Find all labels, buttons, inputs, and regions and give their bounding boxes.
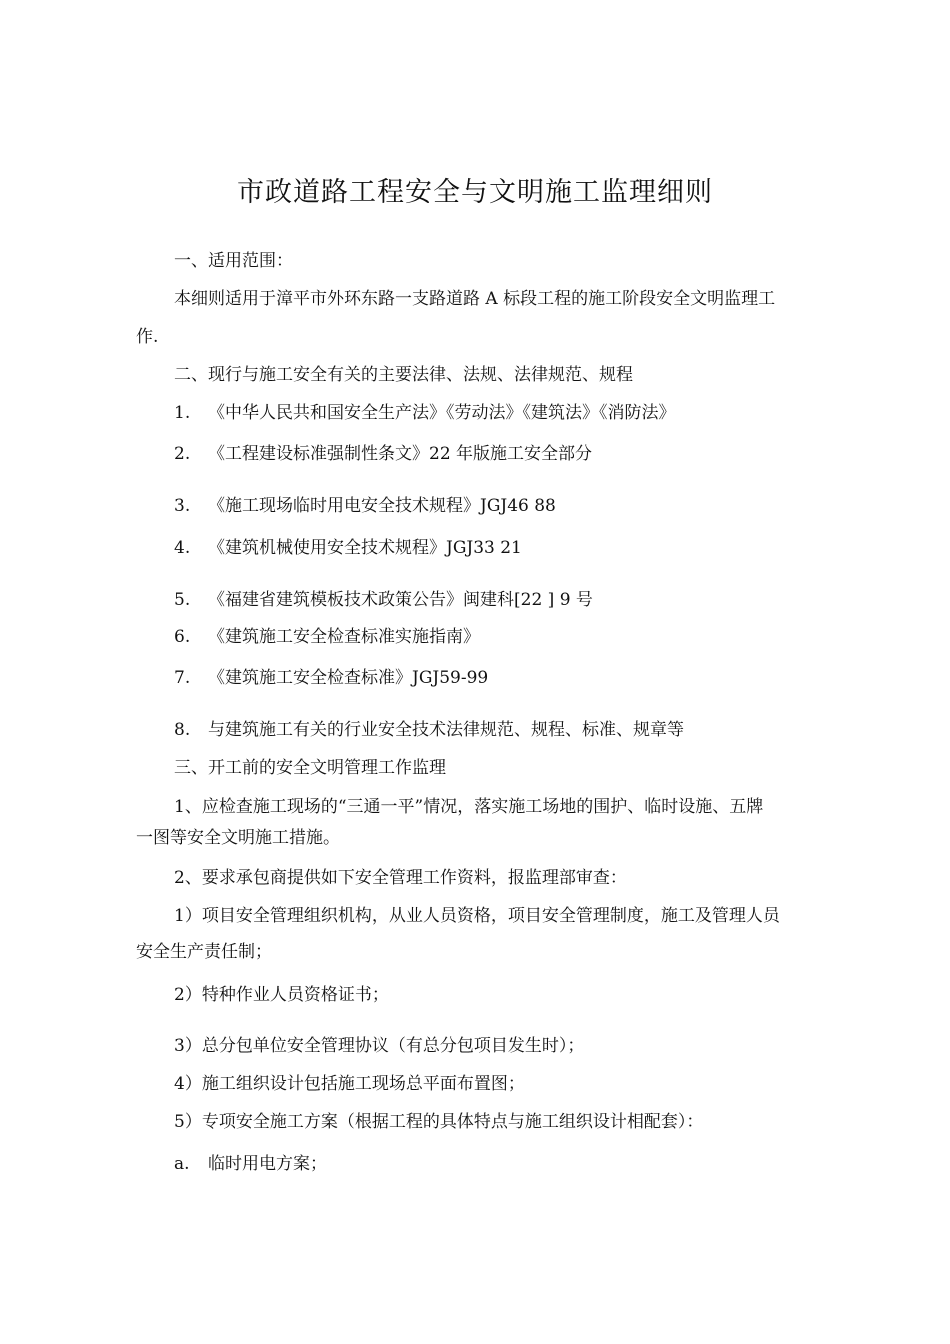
law-list-item (136, 496, 864, 516)
requirement-2: 2）特种作业人员资格证书； (174, 985, 389, 1005)
list-item-text: 《建筑施工安全检查标准》JGJ59-99 (208, 668, 489, 688)
list-item-number: 6. (174, 627, 191, 647)
section-1-paragraph-line-1: 本细则适用于漳平市外环东路一支路道路 A 标段工程的施工阶段安全文明监理工 (174, 289, 776, 309)
law-list-item (136, 627, 864, 647)
law-list-item (136, 403, 864, 423)
sub-item-letter: a. (174, 1154, 190, 1174)
law-list-item (136, 444, 864, 464)
list-item-text: 《建筑施工安全检查标准实施指南》 (208, 627, 480, 647)
sub-item-a (136, 1154, 864, 1174)
list-item-number: 2. (174, 444, 191, 464)
list-item-number: 1. (174, 403, 191, 423)
law-list-item (136, 590, 864, 610)
section-3-heading: 三、开工前的安全文明管理工作监理 (174, 758, 446, 778)
requirement-1-line-1: 1）项目安全管理组织机构，从业人员资格，项目安全管理制度，施工及管理人员 (174, 906, 780, 926)
list-item-number: 8. (174, 720, 191, 740)
section-3-paragraph-1-line-2: 一图等安全文明施工措施。 (136, 828, 340, 848)
requirement-5: 5）专项安全施工方案（根据工程的具体特点与施工组织设计相配套）： (174, 1112, 704, 1132)
list-item-number: 7. (174, 668, 191, 688)
list-item-text: 《福建省建筑模板技术政策公告》闽建科[22 ] 9 号 (208, 590, 593, 610)
document-title: 市政道路工程安全与文明施工监理细则 (237, 177, 713, 208)
list-item-text: 《中华人民共和国安全生产法》《劳动法》《建筑法》《消防法》 (208, 403, 676, 423)
requirement-1-line-2: 安全生产责任制； (136, 942, 272, 962)
law-list-item (136, 720, 864, 740)
section-3-paragraph-2: 2、要求承包商提供如下安全管理工作资料，报监理部审查： (174, 868, 627, 888)
list-item-number: 3. (174, 496, 191, 516)
list-item-number: 5. (174, 590, 191, 610)
requirement-4: 4）施工组织设计包括施工现场总平面布置图； (174, 1074, 525, 1094)
list-item-text: 《工程建设标准强制性条文》22 年版施工安全部分 (208, 444, 593, 464)
section-3-paragraph-1-line-1: 1、应检查施工现场的“三通一平”情况，落实施工场地的围护、临时设施、五牌 (174, 797, 764, 817)
list-item-number: 4. (174, 538, 191, 558)
section-1-heading: 一、适用范围： (174, 251, 293, 271)
sub-item-text: 临时用电方案； (208, 1154, 327, 1174)
law-list-item (136, 538, 864, 558)
list-item-text: 《施工现场临时用电安全技术规程》JGJ46 88 (208, 496, 556, 516)
requirement-3: 3）总分包单位安全管理协议（有总分包项目发生时）； (174, 1036, 585, 1056)
law-list-item (136, 668, 864, 688)
list-item-text: 与建筑施工有关的行业安全技术法律规范、规程、标准、规章等 (208, 720, 684, 740)
list-item-text: 《建筑机械使用安全技术规程》JGJ33 21 (208, 538, 522, 558)
section-2-heading: 二、现行与施工安全有关的主要法律、法规、法律规范、规程 (174, 365, 633, 385)
section-1-paragraph-line-2: 作. (136, 327, 159, 347)
